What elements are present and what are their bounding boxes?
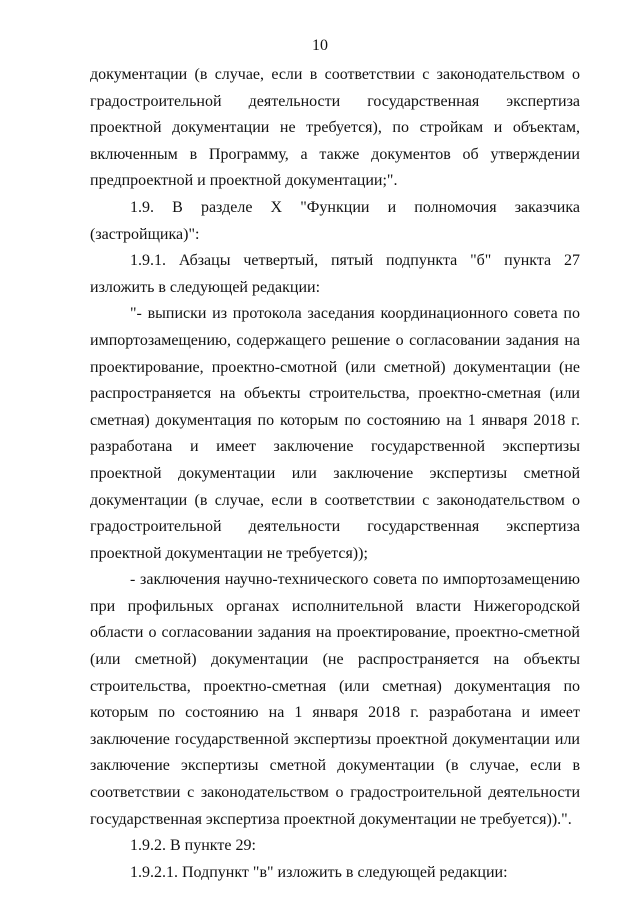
paragraph-section-1-9: 1.9. В разделе X "Функции и полномочия заказчика (застройщика)": (90, 198, 580, 243)
paragraph-quote-extract: "- выписки из протокола заседания координационного совета по импортозамещению, содержащего решение о согласовании задания на проектирование, проектно-смотной (или сметной) документации (не распространяется на объекты строительства, проектно-сметная (или сметная) документация по которым по состоянию на 1 января 2018 г. разработана и имеет заключение государственной экспертизы проектной документации или заключение экспертизы сметной документации (в случае, если в соответствии с законодательством о градостроительной деятельности государственная экспертиза проектной документации не требуется)); (90, 305, 580, 562)
paragraph-continuation: документации (в случае, если в соответствии с законодательством о градостроительной деятельности государственная экспертиза проектной документации не требуется), по стройкам и объектам, включенным в Программу, а также документов об утверждении предпроектной и проектной документации;". (90, 66, 580, 190)
paragraph-section-1-9-1: 1.9.1. Абзацы четвертый, пятый подпункта "б" пункта 27 изложить в следующей редакции: (90, 252, 580, 296)
paragraph-section-1-9-2-1: 1.9.2.1. Подпункт "в" изложить в следующей редакции: (130, 863, 508, 881)
page-number: 10 (312, 37, 328, 54)
paragraph-section-1-9-2: 1.9.2. В пункте 29: (130, 837, 256, 855)
paragraph-quote-conclusion: - заключения научно-технического совета по импортозамещению при профильных органах исполнительной власти Нижегородской области о согласовании задания на проектирование, проектно-сметной (или сметной) документации (не распространяется на объекты строительства, проектно-сметная (или сметная) документация по которым по состоянию на 1 января 2018 г. разработана и имеет заключение государственной экспертизы проектной документации или заключение экспертизы сметной документации (в случае, если в соответствии с законодательством о градостроительной деятельности государственная экспертиза проектной документации не требуется)).". (90, 571, 580, 828)
document-body (90, 62, 580, 886)
